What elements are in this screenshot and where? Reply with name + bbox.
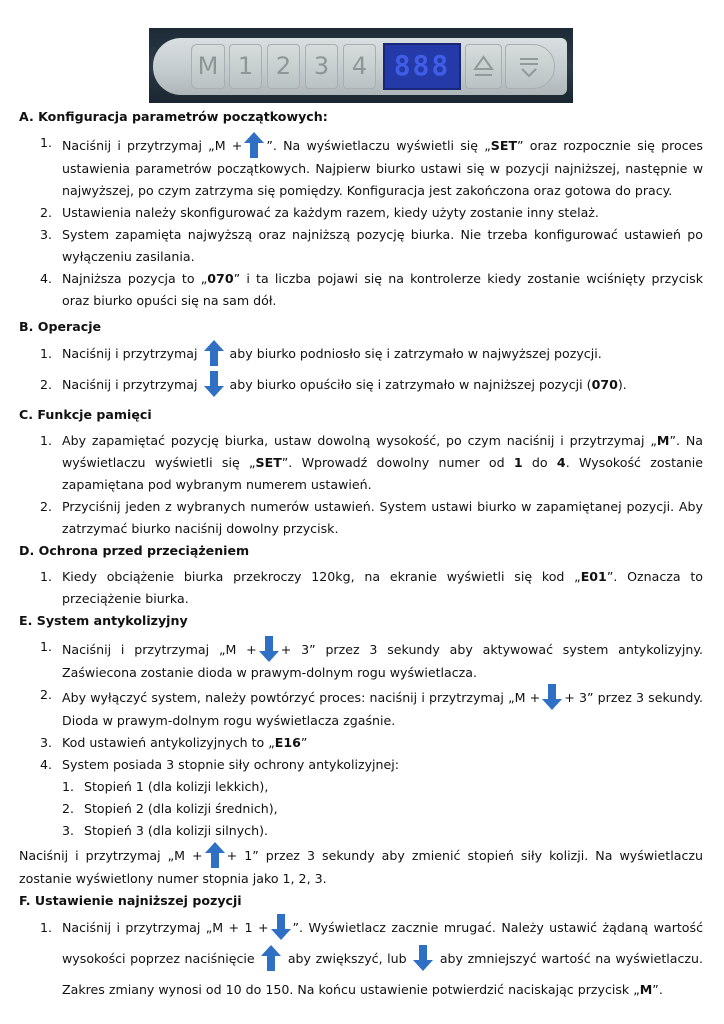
section-c-heading: C. Funkcje pamięci	[19, 407, 152, 422]
manual-document	[19, 106, 703, 1005]
led-display: 888	[383, 43, 461, 90]
up-arrow-icon	[244, 132, 264, 158]
item-bold: E16	[274, 735, 301, 750]
item-text: Ustawienia należy skonfigurować za każdym razem, kiedy użyty zostanie inny stelaż.	[62, 205, 599, 220]
item-text: ”. Na wyświetlaczu wyświetli się „	[266, 138, 491, 153]
item-bold: E01	[580, 569, 607, 584]
list-item	[19, 132, 703, 202]
item-text: Stopień 2 (dla kolizji średnich),	[84, 801, 278, 816]
list-item	[19, 566, 703, 610]
item-number: 3.	[62, 823, 75, 838]
item-text: Stopień 1 (dla kolizji lekkich),	[84, 779, 269, 794]
sub-list-item	[19, 798, 703, 820]
key-3: 3	[305, 44, 338, 89]
item-text: Naciśnij i przytrzymaj	[62, 346, 198, 361]
list-item	[19, 202, 703, 224]
item-text: ” i ta liczba pojawi się na kontrolerze kiedy zostanie wciśnięty przycisk oraz biurko opuści się na sam dół.	[62, 271, 703, 308]
item-text: ”. Oznacza to przeciążenie biurka.	[62, 569, 703, 606]
up-arrow-icon	[261, 945, 281, 971]
item-number: 2.	[40, 687, 53, 702]
item-number: 2.	[40, 499, 53, 514]
item-bold: M	[656, 433, 670, 448]
item-bold: M	[639, 982, 653, 997]
note-text: + 1” przez 3 sekundy aby zmienić stopień siły kolizji. Na wyświetlaczu zostanie wyświetlony numer stopnia jako 1, 2, 3.	[19, 848, 703, 886]
item-text: . Wysokość zostanie zapamiętana pod wybranym numerem ustawień.	[62, 455, 703, 492]
item-text: ” oraz rozpocznie się proces ustawienia parametrów początkowych. Najpierw biurko ustawi się w pozycji najniższej, następnie w najwyższej, po czym zatrzyma się pomiędzy. Konfiguracja jest zakończona oraz gotowa do pracy.	[62, 138, 703, 198]
item-text: ”. Wprowadź dowolny numer od	[281, 455, 514, 470]
note-text: Naciśnij i przytrzymaj „M +	[19, 848, 203, 863]
item-text: Naciśnij i przytrzymaj	[62, 377, 198, 392]
item-bold: 070	[591, 377, 618, 392]
item-text: System posiada 3 stopnie siły ochrony antykolizyjnej:	[62, 757, 400, 772]
up-arrow-icon	[205, 842, 225, 868]
item-number: 2.	[40, 377, 53, 392]
item-bold: SET	[490, 138, 518, 153]
item-text: Najniższa pozycja to „	[62, 271, 208, 286]
controller-panel	[153, 38, 567, 95]
item-text: Przyciśnij jeden z wybranych numerów ustawień. System ustawi biurko w zapamiętanej pozycji. Aby zatrzymać biurko naciśnij dowolny przycisk.	[62, 499, 703, 536]
section-b-heading: B. Operacje	[19, 319, 102, 334]
list-item	[19, 338, 703, 369]
item-text: aby zwiększyć, lub	[287, 951, 407, 966]
section-f-heading: F. Ustawienie najniższej pozycji	[19, 893, 242, 908]
list-item	[19, 496, 703, 540]
item-text: Naciśnij i przytrzymaj „M + 1 +	[62, 920, 269, 935]
item-number: 4.	[40, 271, 53, 286]
item-number: 1.	[40, 433, 53, 448]
item-text: + 3” przez 3 sekundy aby aktywować system antykolizyjny. Zaświecona zostanie dioda w prawym-dolnym rogu wyświetlacza.	[62, 642, 703, 680]
item-bold: 070	[207, 271, 234, 286]
down-arrow-icon	[271, 914, 291, 940]
item-text: Stopień 3 (dla kolizji silnych).	[84, 823, 268, 838]
item-text: do	[522, 455, 557, 470]
item-text: ”. Na wyświetlaczu wyświetli się „	[62, 433, 703, 470]
section-d-heading: D. Ochrona przed przeciążeniem	[19, 543, 250, 558]
item-text: aby biurko podniosło się i zatrzymało w najwyższej pozycji.	[229, 346, 602, 361]
item-text: aby biurko opuściło się i zatrzymało w najniższej pozycji (	[229, 377, 592, 392]
key-1: 1	[229, 44, 262, 89]
item-bold: 4	[556, 455, 566, 470]
down-arrow-icon	[204, 371, 224, 397]
down-arrow-icon	[259, 636, 279, 662]
item-text: Aby zapamiętać pozycję biurka, ustaw dowolną wysokość, po czym naciśnij i przytrzymaj „	[62, 433, 657, 448]
item-text: Kiedy obciążenie biurka przekroczy 120kg, na ekranie wyświetli się kod „	[62, 569, 581, 584]
item-text: aby zmniejszyć wartość na wyświetlaczu. Zakres zmiany wynosi od 10 do 150. Na końcu ustawienie potwierdzić naciskając przycisk „	[62, 951, 704, 997]
key-up	[465, 44, 502, 89]
list-item	[19, 369, 703, 400]
collision-level-note	[19, 842, 703, 890]
item-number: 3.	[40, 227, 53, 242]
down-arrow-icon	[413, 945, 433, 971]
item-number: 1.	[62, 779, 75, 794]
item-number: 3.	[40, 735, 53, 750]
list-item	[19, 754, 703, 776]
down-lines-icon	[506, 45, 554, 88]
sub-list-item	[19, 820, 703, 842]
item-number: 1.	[40, 346, 53, 361]
controller-photo	[149, 28, 573, 103]
item-text: Kod ustawień antykolizyjnych to „	[62, 735, 275, 750]
item-text: ).	[617, 377, 627, 392]
item-number: 4.	[40, 757, 53, 772]
item-number: 1.	[40, 135, 53, 150]
item-number: 2.	[62, 801, 75, 816]
list-item	[19, 732, 703, 754]
item-text: Aby wyłączyć system, należy powtórzyć proces: naciśnij i przytrzymaj „M +	[62, 690, 541, 705]
list-item	[19, 636, 703, 684]
item-text: ”.	[652, 982, 663, 997]
key-down	[505, 44, 555, 89]
up-arrow-icon	[204, 340, 224, 366]
list-item	[19, 430, 703, 496]
item-number: 1.	[40, 920, 53, 935]
item-bold: 1	[513, 455, 523, 470]
item-bold: SET	[255, 455, 282, 470]
key-2: 2	[267, 44, 300, 89]
list-item	[19, 912, 703, 1005]
item-text: + 3” przez 3 sekundy. Dioda w prawym-dolnym rogu wyświetlacza zgaśnie.	[62, 690, 703, 728]
list-item	[19, 684, 703, 732]
key-4: 4	[343, 44, 376, 89]
sub-list-item	[19, 776, 703, 798]
list-item	[19, 224, 703, 268]
up-triangle-icon	[466, 45, 501, 88]
item-text: System zapamięta najwyższą oraz najniższą pozycję biurka. Nie trzeba konfigurować ustawień po wyłączeniu zasilania.	[62, 227, 703, 264]
item-text: Naciśnij i przytrzymaj „M +	[62, 642, 257, 657]
item-text: ”	[300, 735, 308, 750]
down-arrow-icon	[542, 684, 562, 710]
item-text: ”. Wyświetlacz zacznie mrugać. Należy ustawić żądaną wartość wysokości poprzez naciśnięcie	[62, 920, 703, 966]
section-a-heading: A. Konfiguracja parametrów początkowych:	[19, 109, 328, 124]
item-text: Naciśnij i przytrzymaj „M +	[62, 138, 243, 153]
key-m: M	[191, 44, 225, 89]
section-e-heading: E. System antykolizyjny	[19, 613, 188, 628]
list-item	[19, 268, 703, 312]
item-number: 1.	[40, 569, 53, 584]
item-number: 1.	[40, 639, 53, 654]
item-number: 2.	[40, 205, 53, 220]
